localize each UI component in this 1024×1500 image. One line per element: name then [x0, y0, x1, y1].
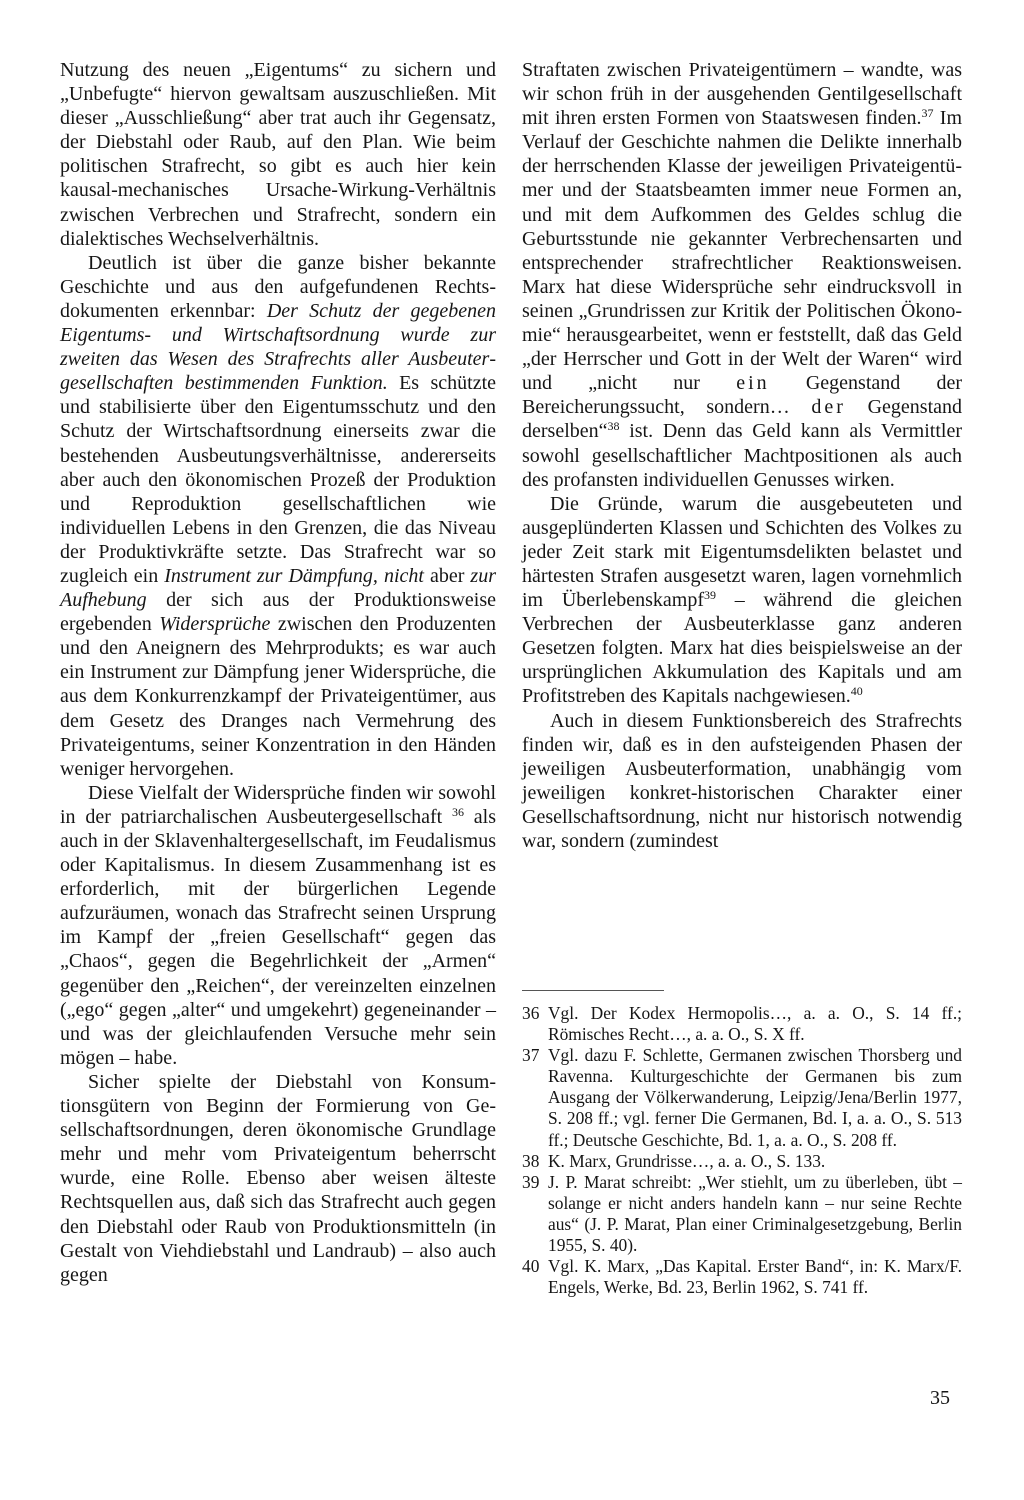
- left-text-column: [60, 58, 496, 1287]
- paragraph: [522, 709, 962, 854]
- footnote-number: 39: [522, 1171, 540, 1192]
- paragraph-text: Gegenstand der Bereicherungssucht, sondern…: [522, 372, 963, 419]
- footnote: [522, 1256, 962, 1298]
- footnote-text: Vgl. dazu F. Schlette, Germanen zwischen Thorsberg und Ravenna. Kulturgeschichte der Germanen bis zum Ausgang der Völkerwanderung, Leipzig/Jena/Berlin 1977, S. 208 ff.; vgl. ferner Die Germanen, Bd. I, a. a. O., S. 513 ff.; Deutsche Geschichte, Bd. 1, a. a. O., S. 208 ff.: [548, 1045, 962, 1150]
- paragraph-text: Diese Vielfalt der Widersprüche finden wir sowohl in der patriarchalischen Ausbeutergesellschaft: [60, 781, 496, 828]
- letterspaced-text: ein: [736, 372, 770, 395]
- right-text-column: [522, 58, 962, 853]
- emphasized-text: zur Aufhebung: [60, 564, 496, 612]
- footnote-number: 37: [522, 1045, 540, 1066]
- footnote-text: Vgl. K. Marx, „Das Kapital. Erster Band“, in: K. Marx/F. Engels, Werke, Bd. 23, Berlin 1962, S. 741 ff.: [548, 1256, 962, 1298]
- footnote: [522, 1151, 962, 1172]
- footnote-number: 40: [522, 1256, 540, 1277]
- paragraph: [60, 251, 496, 781]
- paragraph-text: Nutzung des neuen „Eigentums“ zu sichern und „Unbefugte“ hiervon gewaltsam auszuschließen. Mit dieser „Ausschließung“ aber trat auch ihr Gegensatz, der Diebstahl oder Raub, auf den Plan. Wie beim politischen Strafrecht, so gibt es auch hier kein kausal-mechanisches Ursache-Wirkung-Verhältnis zwischen Verbrechen und Strafrecht, sondern ein dialektisches Wechselverhältnis.: [60, 59, 496, 250]
- paragraph: [522, 492, 962, 709]
- emphasized-text: Instrument zur Dämpfung, nicht: [164, 564, 424, 587]
- footnote-reference: 38: [607, 419, 620, 434]
- footnote-text: Vgl. Der Kodex Hermopolis…, a. a. O., S. 14 ff.; Römisches Recht…, a. a. O., S. X ff.: [548, 1003, 962, 1045]
- footnote-number: 36: [522, 1003, 540, 1023]
- paragraph-text: zwischen den Produzenten und den Aneignern des Mehrprodukts; es war auch ein Instrument zur Dämpfung jener Widersprüche, die aus dem Konkurrenzkampf der Privateigentümer, aus dem Gesetz des Dranges nach Vermehrung des Privateigentums, seiner Konzentration in den Händen weniger hervorgehen.: [60, 613, 496, 780]
- footnote-reference: 39: [704, 588, 717, 603]
- paragraph: [60, 58, 496, 251]
- paragraph-text: Straftaten zwischen Privateigentümern – wandte, was wir schon früh in der ausgehenden Gentilgesellschaft mit ihren ersten Formen von Staatswesen finden.: [522, 59, 962, 130]
- paragraph: [60, 1070, 496, 1287]
- emphasized-text: Der Schutz der gegebenen Eigentums- und Wirtschaftsordnung wurde zur zweiten das Wesen des Strafrechts aller Ausbeutergesellschaften bestimmenden Funktion.: [60, 299, 496, 395]
- paragraph-text: Sicher spielte der Diebstahl von Konsumtionsgütern von Beginn der Formierung von Gesellschaftsordnungen, deren ökonomische Grundlage mehr und mehr vom Privateigentum beherrscht wurde, eine Rolle. Ebenso aber weisen älteste Rechtsquellen aus, daß sich das Strafrecht auch gegen den Diebstahl oder Raub von Produktionsmitteln (in Gestalt von Viehdiebstahl und Landraub) – also auch gegen: [60, 1070, 496, 1286]
- page-number: 35: [930, 1387, 950, 1409]
- footnotes: [522, 1003, 962, 1298]
- emphasized-text: Widersprüche: [159, 613, 271, 636]
- footnote-text: J. P. Marat schreibt: „Wer stiehlt, um zu überleben, übt – solange er nicht anders handeln kann – nur seine Rechte aus“ (J. P. Marat, Plan einer Criminalgesetzgebung, Berlin 1955, S. 40).: [548, 1171, 962, 1256]
- paragraph-text: Im Verlauf der Geschichte nahmen die Delikte innerhalb der herrschenden Klasse der jeweiligen Privateigentümer und der Staatsbeamten immer neue Formen an, und mit dem Aufkommen des Geldes schlug die Geburtsstunde nie gekannter Verbrechensarten und entsprechender strafrechtlicher Reaktionsweisen. Marx hat diese Widersprüche sehr eindrucksvoll in seinen „Grundrissen zur Kritik der Politischen Ökonomie“ herausgearbeitet, wenn er feststellt, daß das Geld „der Herrscher und Gott in der Welt der Waren“ wird und „nicht nur: [522, 107, 962, 395]
- paragraph-text: – während die gleichen Verbrechen der Ausbeuterklasse ganz anderen Gesetzen folgten. Marx hat dies beispielsweise an der ursprünglichen Akkumulation des Kapitals und am Profitstreben des Kapitals nachgewiesen.: [522, 589, 962, 708]
- footnote-reference: 40: [850, 684, 863, 699]
- paragraph-text: Deutlich ist über die ganze bisher bekannte Geschichte und aus den aufgefundenen Rechtsdokumenten erkennbar:: [60, 251, 496, 322]
- paragraph-text: als auch in der Sklavenhaltergesellschaft, im Feudalismus oder Kapitalismus. In diesem Zusammenhang ist es erforderlich, mit der bürgerlichen Legende aufzuräumen, wonach das Strafrecht seinen Ursprung im Kampf der „freien Gesellschaft“ gegen das „Chaos“, gegen die Begehrlichkeit der „Armen“ gegenüber den „Reichen“, der vereinzelten einzelnen („ego“ gegen „alter“ und umgekehrt) gegeneinander – und was der gleichlaufenden Versuche mehr sein mögen – habe.: [60, 805, 497, 1069]
- footnote-separator: [522, 990, 664, 991]
- footnote-reference: 36: [452, 804, 464, 819]
- letterspaced-text: der: [811, 396, 846, 419]
- paragraph-text: Es schützte und stabilisierte über den Eigentumsschutz und den Schutz der Wirtschaftsordnung einerseits zwar die bestehenden Ausbeutungsverhältnisse, andererseits aber auch den ökonomischen Prozeß der Produktion und Reproduktion gesellschaftlichen wie individuellen Lebens in den Grenzen, die das Niveau der Produktivkräfte setzte. Das Strafrecht war so zugleich ein: [60, 372, 497, 587]
- paragraph: [60, 781, 496, 1070]
- paragraph-text: ist. Denn das Geld kann als Vermittler sowohl gesellschaftlicher Machtpositionen als auch des profansten individuellen Genusses wirken.: [522, 420, 962, 491]
- footnote: [522, 1045, 962, 1150]
- footnote-number: 38: [522, 1150, 540, 1171]
- paragraph-text: Gegenstand derselben“: [522, 396, 962, 443]
- footnote-text: K. Marx, Grundrisse…, a. a. O., S. 133.: [548, 1150, 826, 1171]
- paragraph-text: der sich aus der Produktionsweise ergebenden: [60, 589, 496, 636]
- paragraph-text: Auch in diesem Funktionsbereich des Strafrechts finden wir, daß es in den aufsteigenden Phasen der jeweiligen Ausbeuterformation, unabhängig vom jeweiligen konkret-historischen Charakter einer Gesellschaftsordnung, nicht nur historisch notwendig war, sondern (zumindest: [522, 709, 962, 852]
- paragraph: [522, 58, 962, 492]
- paragraph-text: aber: [423, 564, 471, 587]
- paragraph-text: Die Gründe, warum die ausgebeuteten und ausgeplünderten Klassen und Schichten des Volkes zu jeder Zeit stark mit Eigentumsdelikten belastet und härtesten Strafen ausgesetzt waren, lagen vornehmlich im Überlebenskampf: [522, 492, 962, 612]
- footnote: [522, 1003, 962, 1045]
- footnote: [522, 1172, 962, 1256]
- footnote-reference: 37: [921, 106, 934, 121]
